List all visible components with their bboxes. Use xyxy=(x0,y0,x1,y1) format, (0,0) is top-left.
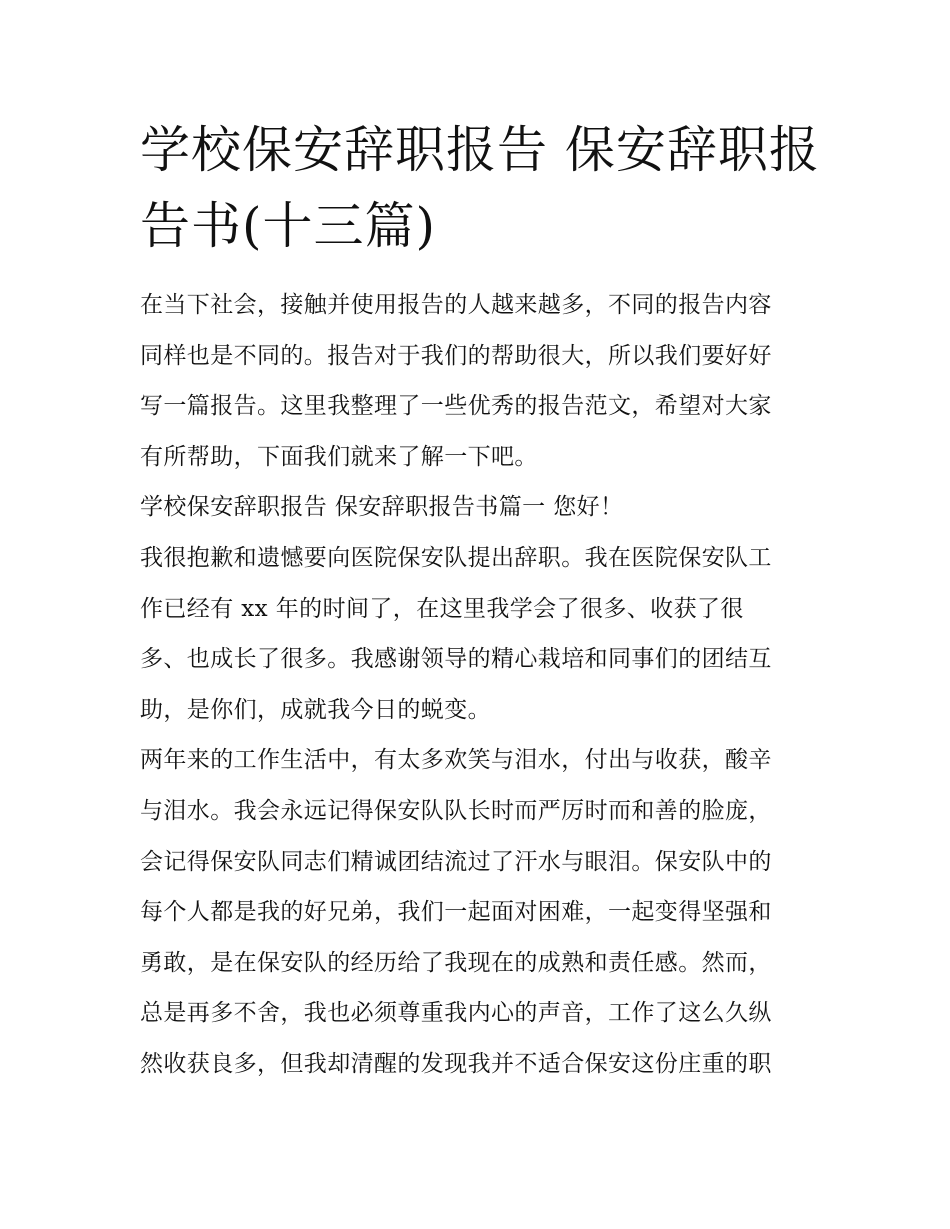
body-line: 我很抱歉和遗憾要向医院保安队提出辞职。我在医院保安队工 xyxy=(140,544,772,571)
body-line: 每个人都是我的好兄弟，我们一起面对困难，一起变得坚强和 xyxy=(140,899,772,926)
body-line: 总是再多不舍，我也必须尊重我内心的声音，工作了这么久纵 xyxy=(140,1000,772,1027)
body-line: 两年来的工作生活中，有太多欢笑与泪水，付出与收获，酸辛 xyxy=(140,747,772,774)
body-line: 多、也成长了很多。我感谢领导的精心栽培和同事们的团结互 xyxy=(140,646,772,673)
document-title xyxy=(140,112,830,264)
title-line: 告书(十三篇) xyxy=(140,197,437,255)
body-line: 勇敢，是在保安队的经历给了我现在的成熟和责任感。然而， xyxy=(140,949,772,976)
body-line: 然收获良多，但我却清醒的发现我并不适合保安这份庄重的职 xyxy=(140,1050,772,1077)
body-line: 在当下社会，接触并使用报告的人越来越多，不同的报告内容 xyxy=(140,292,772,318)
body-line: 有所帮助，下面我们就来了解一下吧。 xyxy=(140,443,538,470)
body-line: 助，是你们，成就我今日的蜕变。 xyxy=(140,696,491,723)
body-line: 同样也是不同的。报告对于我们的帮助很大，所以我们要好好 xyxy=(140,342,772,369)
document-body xyxy=(140,280,830,1090)
title-line: 学校保安辞职报告 保安辞职报 xyxy=(140,121,820,179)
body-line: 写一篇报告。这里我整理了一些优秀的报告范文，希望对大家 xyxy=(140,393,772,420)
body-line: 与泪水。我会永远记得保安队队长时而严厉时而和善的脸庞， xyxy=(140,797,772,824)
body-line: 会记得保安队同志们精诚团结流过了汗水与眼泪。保安队中的 xyxy=(140,848,772,875)
section-heading: 学校保安辞职报告 保安辞职报告书篇一 您好！ xyxy=(140,494,624,521)
body-line: 作已经有 xx 年的时间了，在这里我学会了很多、收获了很 xyxy=(140,595,744,622)
